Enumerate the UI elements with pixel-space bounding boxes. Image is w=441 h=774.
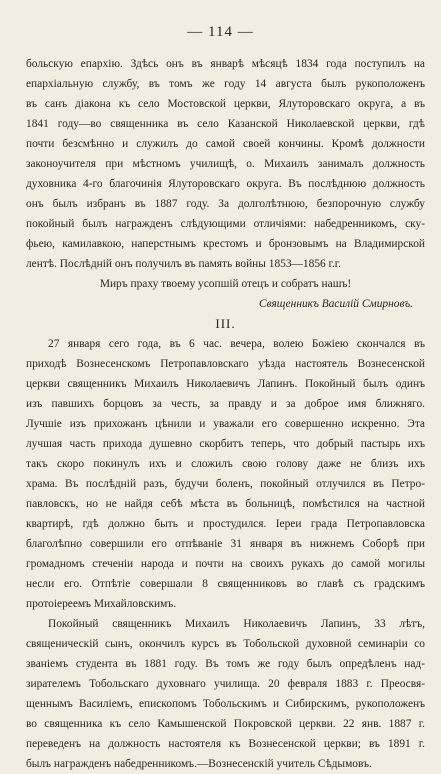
- memorial-phrase: Миръ праху твоему усопшій отецъ и собратъ нашъ!: [99, 278, 352, 290]
- text-line: 27 января сего года, въ 6 час. вечера, волею Божіею скончался въ: [48, 338, 425, 350]
- text-line: званіемъ студента въ 1881 году. Въ томъ же году былъ опредѣленъ над-: [26, 658, 425, 670]
- text-line: несли его. Отпѣтіе совершали 8 священниковъ во главѣ съ градскимъ: [26, 578, 425, 590]
- text-line: благолѣпно совершили его отпѣваніе 31 января въ нижнемъ Соборѣ при: [26, 538, 425, 550]
- text-line: во священника къ село Камышенской Покровской церкви. 22 янв. 1887 г.: [26, 718, 425, 730]
- text-line: церкви священникъ Михаилъ Николаевичъ Лапинъ. Покойный былъ одинъ: [26, 378, 425, 390]
- text-line: зирателемъ Тобольскаго духовнаго училища. 20 февраля 1883 г. Преосвя-: [26, 678, 425, 690]
- text-line: павловскъ, но не найдя себѣ мѣста въ больницѣ, помѣстился на частной: [26, 498, 425, 510]
- text-line: щеннымъ Василіемъ, епископомъ Тобольскимъ и Сибирскимъ, рукоположенъ: [26, 698, 425, 710]
- text-line: такъ скоро покинулъ ихъ и сложилъ свою голову даже не близъ ихъ: [26, 458, 425, 470]
- text-line: духовника 4-го благочинія Ялуторовскаго округа. Въ послѣднюю должность: [26, 178, 425, 190]
- signature: Священникъ Василій Смирновъ.: [259, 298, 413, 310]
- text-line: квартирѣ, гдѣ должно быть и простудился. Іереи града Петропавловска: [26, 518, 425, 530]
- text-line: покойный былъ награжденъ слѣдующими отличіями: набедренникомъ, ску-: [26, 218, 425, 230]
- text-line: Покойный священникъ Михаилъ Николаевичъ Лапинъ, 33 лѣтъ,: [48, 618, 425, 630]
- text-line: священическій сынъ, окончилъ курсъ въ Тобольской духовной семинаріи со: [26, 638, 425, 650]
- text-line: онъ былъ избранъ въ 1887 году. За долголѣтнюю, безпорочную службу: [26, 198, 425, 210]
- text-line: лентѣ. Послѣдній онъ получилъ въ память войны 1853—1856 г.г.: [26, 258, 342, 270]
- text-line: лучшая часть прихода душевно скорбитъ теперь, что добрый пастырь ихъ: [26, 438, 425, 450]
- page-number: — 114 —: [187, 24, 254, 40]
- text-line: епархіальную службу, въ томъ же году 14 августа былъ рукоположенъ: [26, 78, 425, 90]
- text-line: больскую епархію. Здѣсь онъ въ январѣ мѣсяцѣ 1834 года поступилъ на: [26, 58, 425, 70]
- text-line: храма. Въ послѣдній разъ, будучи боленъ, покойный отлучился въ Петро-: [26, 478, 425, 490]
- text-line: изъ павшихъ борцовъ за честь, за правду и за доброе имя ближняго.: [26, 398, 425, 410]
- text-line: 1841 году—во священника въ село Казанской Николаевской церкви, гдѣ: [26, 118, 425, 130]
- section-heading: III.: [215, 316, 236, 331]
- article-body: [26, 54, 425, 774]
- text-line: фьею, камилавкою, наперстнымъ крестомъ и бронзовымъ на Владимирской: [26, 238, 425, 250]
- text-line: былъ награжденъ набедренникомъ.—Вознесенскій учитель Сѣдымовъ.: [26, 758, 372, 770]
- text-line: переведенъ на должность настоятеля къ Вознесенской церкви; въ 1891 г.: [26, 738, 425, 750]
- text-line: законоучителя при мѣстномъ училищѣ, о. Михаилъ занималъ должность: [26, 158, 425, 170]
- text-line: протоіереемъ Михайловскимъ.: [26, 598, 177, 610]
- text-line: громадномъ стеченіи народа и почти на своихъ рукахъ до самой могилы: [26, 558, 425, 570]
- text-line: приходѣ Вознесенскомъ Петропавловскаго уѣзда настоятель Вознесенской: [26, 358, 425, 370]
- text-line: въ санъ діакона къ село Мостовской церкви, Ялуторовскаго округа, а въ: [26, 98, 425, 110]
- text-line: почти безсмѣнно и служилъ до самой своей кончины. Кромѣ должности: [26, 138, 425, 150]
- text-line: Лучшіе изъ прихожанъ цѣнили и уважали его совершенно искренно. Эта: [26, 418, 425, 430]
